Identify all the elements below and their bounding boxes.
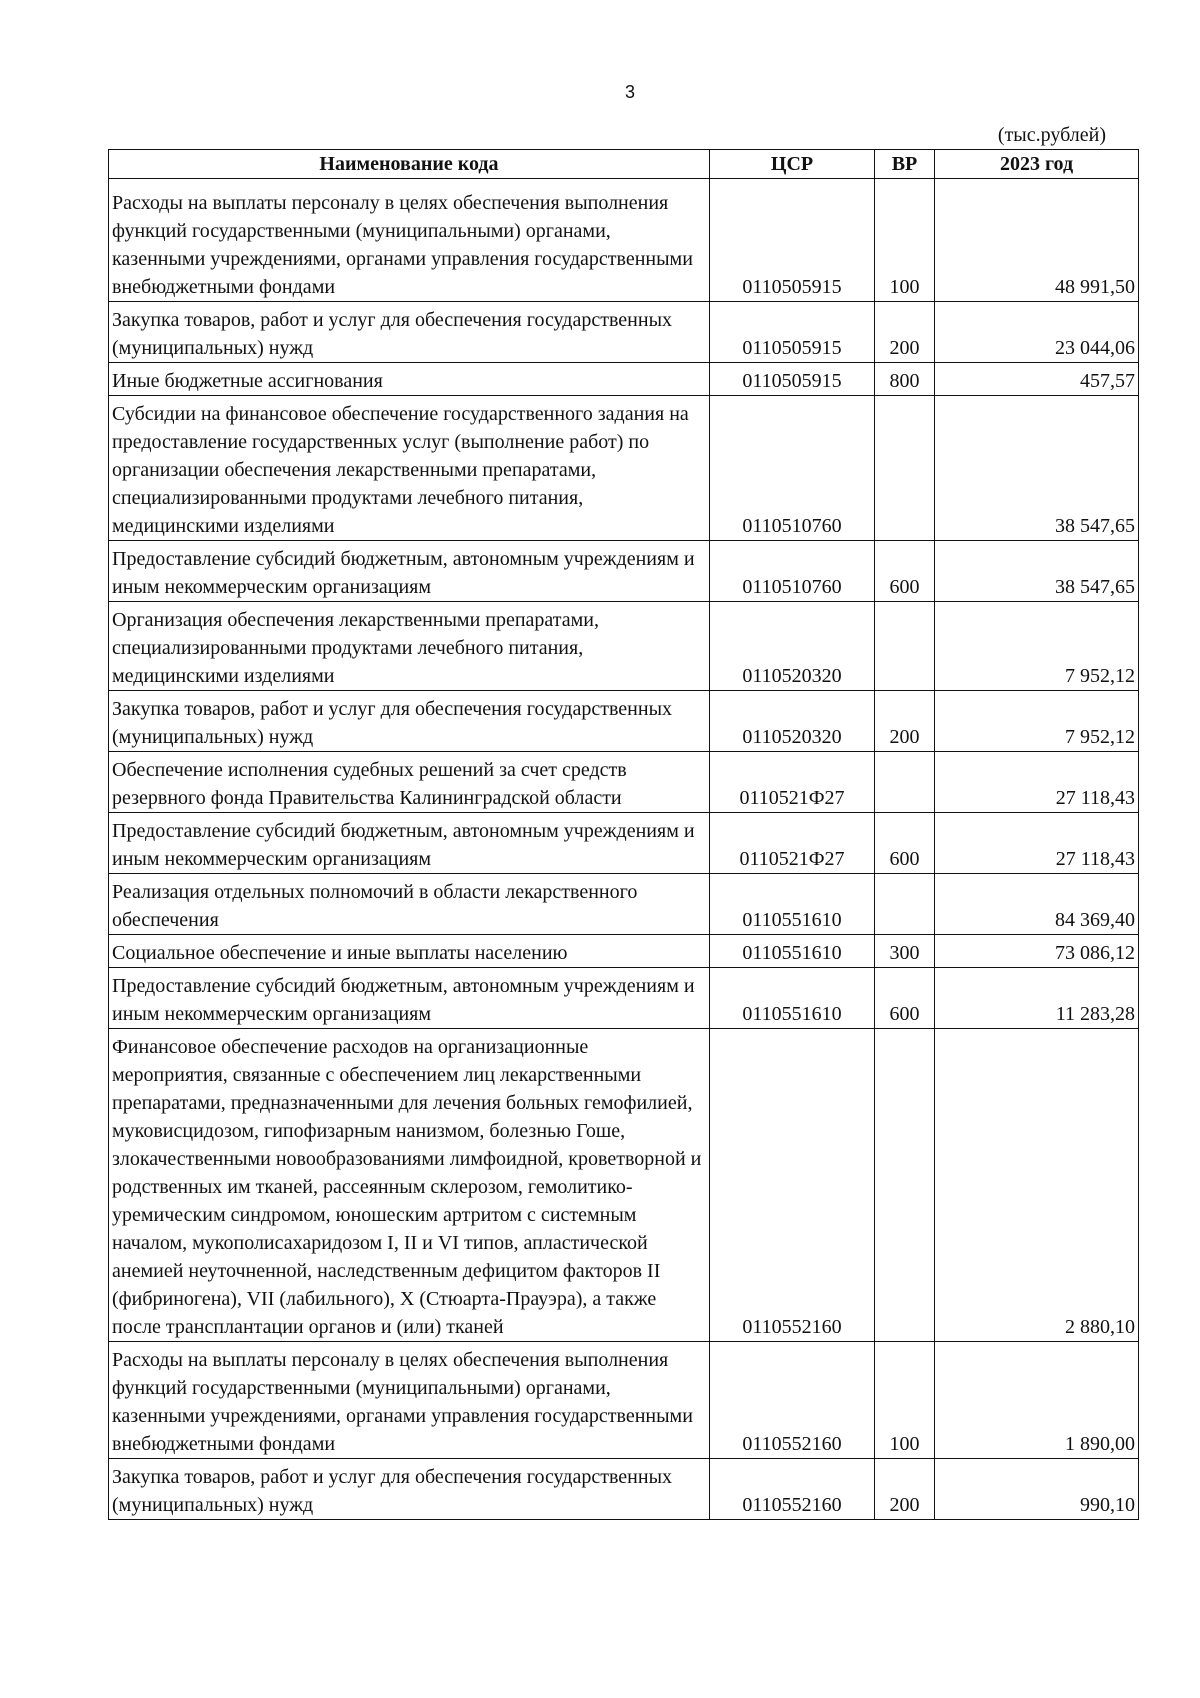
row-csr: 0110505915: [710, 179, 875, 302]
row-csr: 0110552160: [710, 1459, 875, 1520]
row-vr: 600: [875, 968, 935, 1029]
row-csr: 0110521Ф27: [710, 813, 875, 874]
row-amount: 2 880,10: [935, 1029, 1139, 1342]
table-row: [109, 1459, 1139, 1520]
table-row: [109, 302, 1139, 363]
row-vr: [875, 1029, 935, 1342]
row-vr: 800: [875, 363, 935, 396]
row-amount: 11 283,28: [935, 968, 1139, 1029]
row-name: Закупка товаров, работ и услуг для обеспечения государственных (муниципальных) нужд: [109, 302, 710, 363]
header-name: Наименование кода: [109, 150, 710, 179]
table-row: [109, 363, 1139, 396]
row-name: Предоставление субсидий бюджетным, автономным учреждениям и иным некоммерческим организациям: [109, 813, 710, 874]
table-row: [109, 813, 1139, 874]
row-amount: 27 118,43: [935, 813, 1139, 874]
row-vr: 100: [875, 1342, 935, 1459]
row-amount: 38 547,65: [935, 541, 1139, 602]
row-name: Обеспечение исполнения судебных решений за счет средств резервного фонда Правительства Калининградской области: [109, 752, 710, 813]
row-vr: 600: [875, 813, 935, 874]
units-label: (тыс.рублей): [997, 124, 1106, 146]
table-row: [109, 396, 1139, 541]
row-name: Расходы на выплаты персоналу в целях обеспечения выполнения функций государственными (муниципальными) органами, казенными учреждениями, органами управления государственными внебюджетными фондами: [109, 179, 710, 302]
row-amount: 84 369,40: [935, 874, 1139, 935]
row-amount: 990,10: [935, 1459, 1139, 1520]
row-csr: 0110520320: [710, 691, 875, 752]
row-vr: 300: [875, 935, 935, 968]
row-name: Предоставление субсидий бюджетным, автономным учреждениям и иным некоммерческим организациям: [109, 968, 710, 1029]
row-vr: 200: [875, 1459, 935, 1520]
row-name: Субсидии на финансовое обеспечение государственного задания на предоставление государственных услуг (выполнение работ) по организации обеспечения лекарственными препаратами, специализированными продуктами лечебного питания, медицинскими изделиями: [109, 396, 710, 541]
row-name: Расходы на выплаты персоналу в целях обеспечения выполнения функций государственными (муниципальными) органами, казенными учреждениями, органами управления государственными внебюджетными фондами: [109, 1342, 710, 1459]
table-row: [109, 691, 1139, 752]
row-vr: [875, 602, 935, 691]
row-csr: 0110551610: [710, 968, 875, 1029]
budget-table: [108, 149, 1139, 1520]
row-csr: 0110551610: [710, 935, 875, 968]
row-amount: 7 952,12: [935, 691, 1139, 752]
header-year: 2023 год: [935, 150, 1139, 179]
row-csr: 0110510760: [710, 396, 875, 541]
header-vr: ВР: [875, 150, 935, 179]
row-name: Закупка товаров, работ и услуг для обеспечения государственных (муниципальных) нужд: [109, 1459, 710, 1520]
table-row: [109, 752, 1139, 813]
table-row: [109, 541, 1139, 602]
table-row: [109, 935, 1139, 968]
row-amount: 1 890,00: [935, 1342, 1139, 1459]
row-vr: 200: [875, 302, 935, 363]
row-csr: 0110505915: [710, 302, 875, 363]
row-vr: [875, 752, 935, 813]
table-row: [109, 602, 1139, 691]
row-vr: [875, 396, 935, 541]
row-vr: 100: [875, 179, 935, 302]
row-name: Закупка товаров, работ и услуг для обеспечения государственных (муниципальных) нужд: [109, 691, 710, 752]
row-name: Финансовое обеспечение расходов на организационные мероприятия, связанные с обеспечением лиц лекарственными препаратами, предназначенными для лечения больных гемофилией, муковисцидозом, гипофизарным нанизмом, болезнью Гоше, злокачественными новообразованиями лимфоидной, кроветворной и родственных им тканей, рассеянным склерозом, гемолитико-уремическим синдромом, юношеским артритом с системным началом, мукополисахаридозом I, II и VI типов, апластической анемией неуточненной, наследственным дефицитом факторов II (фибриногена), VII (лабильного), X (Стюарта-Прауэра), а также после трансплантации органов и (или) тканей: [109, 1029, 710, 1342]
row-csr: 0110505915: [710, 363, 875, 396]
row-csr: 0110520320: [710, 602, 875, 691]
row-name: Организация обеспечения лекарственными препаратами, специализированными продуктами лечебного питания, медицинскими изделиями: [109, 602, 710, 691]
table-header-row: [109, 150, 1139, 179]
row-amount: 38 547,65: [935, 396, 1139, 541]
table-row: [109, 179, 1139, 302]
table-row: [109, 1342, 1139, 1459]
row-amount: 457,57: [935, 363, 1139, 396]
row-vr: [875, 874, 935, 935]
table-row: [109, 874, 1139, 935]
row-csr: 0110552160: [710, 1342, 875, 1459]
header-csr: ЦСР: [710, 150, 875, 179]
row-csr: 0110521Ф27: [710, 752, 875, 813]
row-amount: 48 991,50: [935, 179, 1139, 302]
row-vr: 200: [875, 691, 935, 752]
row-name: Социальное обеспечение и иные выплаты населению: [109, 935, 710, 968]
row-amount: 27 118,43: [935, 752, 1139, 813]
table-row: [109, 968, 1139, 1029]
row-csr: 0110551610: [710, 874, 875, 935]
row-csr: 0110552160: [710, 1029, 875, 1342]
row-name: Реализация отдельных полномочий в области лекарственного обеспечения: [109, 874, 710, 935]
page-number: 3: [624, 82, 635, 102]
row-vr: 600: [875, 541, 935, 602]
table-row: [109, 1029, 1139, 1342]
row-amount: 23 044,06: [935, 302, 1139, 363]
row-amount: 73 086,12: [935, 935, 1139, 968]
row-csr: 0110510760: [710, 541, 875, 602]
row-name: Предоставление субсидий бюджетным, автономным учреждениям и иным некоммерческим организациям: [109, 541, 710, 602]
row-name: Иные бюджетные ассигнования: [109, 363, 710, 396]
row-amount: 7 952,12: [935, 602, 1139, 691]
